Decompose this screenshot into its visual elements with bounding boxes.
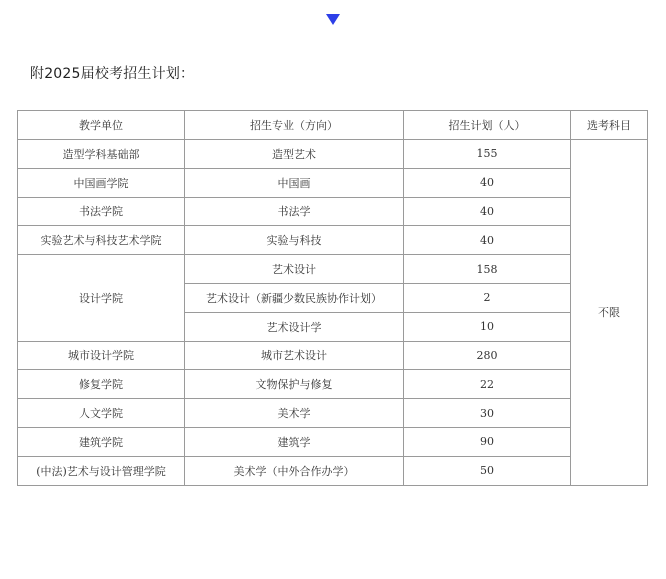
table-row — [18, 197, 648, 226]
header-plan: 招生计划（人） — [404, 111, 571, 140]
cell-major: 城市艺术设计 — [185, 341, 404, 370]
cell-plan: 90 — [404, 427, 571, 456]
table-row — [18, 399, 648, 428]
cell-major: 美术学（中外合作办学） — [185, 456, 404, 485]
triangle-down-icon — [326, 14, 340, 25]
header-unit: 教学单位 — [18, 111, 185, 140]
header-major: 招生专业（方向） — [185, 111, 404, 140]
table-body — [18, 140, 648, 486]
cell-unit: 实验艺术与科技艺术学院 — [18, 226, 185, 255]
cell-unit: 修复学院 — [18, 370, 185, 399]
cell-major: 美术学 — [185, 399, 404, 428]
cell-elective: 不限 — [571, 140, 648, 486]
cell-plan: 22 — [404, 370, 571, 399]
header-elective: 选考科目 — [571, 111, 648, 140]
cell-unit: 设计学院 — [18, 255, 185, 341]
table-row — [18, 168, 648, 197]
page-heading: 附2025届校考招生计划： — [30, 66, 195, 82]
cell-unit: (中法)艺术与设计管理学院 — [18, 456, 185, 485]
cell-plan: 158 — [404, 255, 571, 284]
cell-unit: 城市设计学院 — [18, 341, 185, 370]
table-row — [18, 427, 648, 456]
table-row — [18, 341, 648, 370]
table-row — [18, 255, 648, 284]
cell-unit: 造型学科基础部 — [18, 140, 185, 169]
table-row — [18, 456, 648, 485]
cell-plan: 155 — [404, 140, 571, 169]
cell-plan: 280 — [404, 341, 571, 370]
cell-major: 实验与科技 — [185, 226, 404, 255]
cell-unit: 中国画学院 — [18, 168, 185, 197]
cell-plan: 40 — [404, 226, 571, 255]
cell-major: 建筑学 — [185, 427, 404, 456]
table-header-row — [18, 111, 648, 140]
cell-major: 中国画 — [185, 168, 404, 197]
cell-unit: 人文学院 — [18, 399, 185, 428]
cell-major: 书法学 — [185, 197, 404, 226]
cell-plan: 30 — [404, 399, 571, 428]
table-row — [18, 140, 648, 169]
cell-major: 文物保护与修复 — [185, 370, 404, 399]
cell-major: 艺术设计学 — [185, 312, 404, 341]
cell-major: 艺术设计（新疆少数民族协作计划） — [185, 283, 404, 312]
cell-unit: 建筑学院 — [18, 427, 185, 456]
table-row — [18, 370, 648, 399]
cell-plan: 50 — [404, 456, 571, 485]
cell-plan: 40 — [404, 197, 571, 226]
cell-plan: 2 — [404, 283, 571, 312]
enrollment-plan-table — [17, 110, 648, 486]
table-row — [18, 226, 648, 255]
cell-unit: 书法学院 — [18, 197, 185, 226]
cell-plan: 40 — [404, 168, 571, 197]
cell-plan: 10 — [404, 312, 571, 341]
cell-major: 艺术设计 — [185, 255, 404, 284]
cell-major: 造型艺术 — [185, 140, 404, 169]
